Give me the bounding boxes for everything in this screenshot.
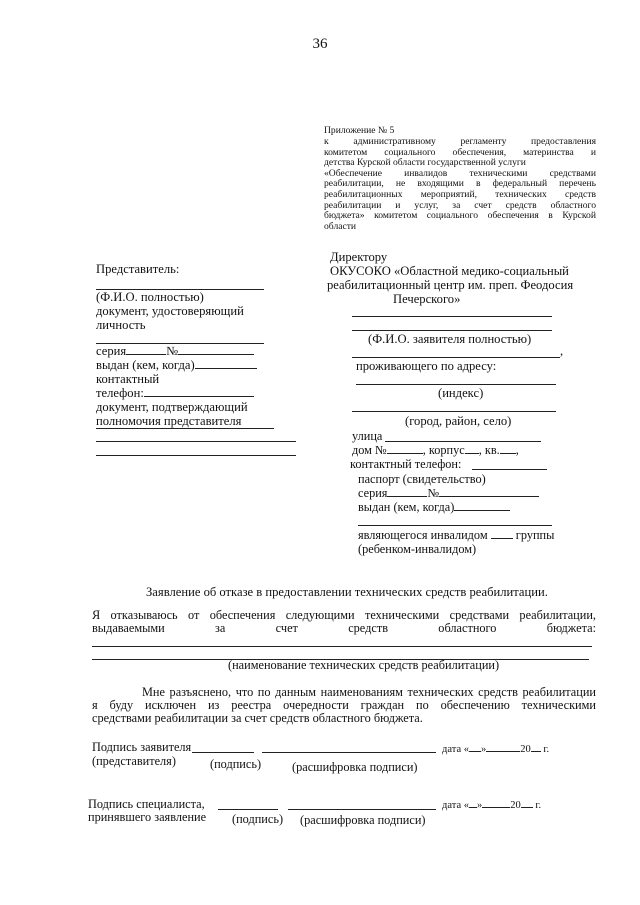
representative-label: Представитель:: [96, 262, 180, 276]
number-field[interactable]: [178, 354, 254, 355]
addressee-org-line: Печерского»: [393, 292, 461, 306]
statement-line: средствами реабилитации за счет средств областного бюджета.: [92, 711, 423, 725]
apt-label: , кв.: [478, 443, 500, 457]
disabled-row: [358, 528, 554, 542]
applicant-issued-row: [358, 500, 510, 514]
annex-line: области: [324, 220, 357, 232]
issued-label: выдан (кем, когда): [96, 358, 195, 372]
rep-fio-caption: (Ф.И.О. полностью): [96, 290, 204, 304]
applicant-phone-line[interactable]: [472, 469, 547, 470]
index-line[interactable]: [356, 384, 556, 385]
comma: ,: [560, 344, 564, 358]
street-line[interactable]: [385, 441, 541, 442]
applicant-phone-label: контактный телефон:: [350, 457, 462, 471]
applicant-decode-line[interactable]: [262, 752, 436, 753]
disabled-label: являющегося инвалидом: [358, 528, 488, 542]
statement-title: Заявление об отказе в предоставлении технических средств реабилитации.: [146, 585, 548, 599]
passport-label: паспорт (свидетельство): [358, 472, 486, 486]
page-number: 36: [312, 36, 328, 52]
applicant-date: [442, 744, 549, 755]
date-label: дата «: [442, 800, 469, 811]
phone-label: телефон:: [96, 386, 144, 400]
applicant-sign-line[interactable]: [192, 752, 254, 753]
addressee-org-line: ОКУСОКО «Областной медико-социальный: [330, 264, 569, 278]
decode-caption: (расшифровка подписи): [300, 813, 426, 827]
year-suffix: г.: [535, 800, 542, 811]
sign-caption: (подпись): [232, 812, 284, 826]
specialist-sign-label: Подпись специалиста,: [88, 797, 205, 811]
year-field[interactable]: [531, 751, 541, 752]
statement-line: Я отказываюсь от обеспечения следующими техническими средствами реабилитации,: [92, 608, 596, 622]
year-prefix: 20: [520, 744, 531, 755]
series-label: серия: [96, 344, 127, 358]
addressee-org-line: реабилитационный центр им. преп. Феодосия: [327, 278, 574, 292]
annex-line: к административному регламенту предоставления: [324, 136, 596, 147]
house-field[interactable]: [387, 453, 423, 454]
year-suffix: г.: [543, 744, 550, 755]
city-line[interactable]: [352, 411, 556, 412]
apt-field[interactable]: [500, 453, 516, 454]
year-field[interactable]: [521, 807, 533, 808]
rep-issued-row: [96, 358, 257, 373]
number-label: №: [427, 486, 440, 500]
day-field[interactable]: [469, 751, 481, 752]
statement-line: я буду исключен из реестра очередности граждан по обеспечению техническими: [92, 698, 596, 712]
word: средств: [348, 621, 388, 635]
child-label: (ребенком-инвалидом): [358, 542, 477, 556]
sign-caption: (подпись): [210, 757, 262, 771]
word: выдаваемыми: [92, 621, 165, 635]
annex-text: [324, 137, 596, 232]
decode-caption: (расшифровка подписи): [292, 760, 418, 774]
rep-doc-label: документ, удостоверяющий: [96, 304, 244, 318]
year-prefix: 20: [510, 800, 521, 811]
building-label: , корпус: [422, 443, 465, 457]
statement-line: [92, 621, 596, 635]
series-field[interactable]: [126, 354, 166, 355]
issued-label: выдан (кем, когда): [358, 500, 455, 514]
number-label: №: [166, 344, 179, 358]
date-label: дата «: [442, 744, 469, 755]
specialist-sign-line[interactable]: [218, 809, 278, 810]
group-field[interactable]: [491, 538, 513, 539]
index-caption: (индекс): [438, 386, 484, 400]
annex-title: Приложение № 5: [324, 125, 395, 136]
applicant-sign-label: Подпись заявителя: [92, 740, 192, 754]
number-field[interactable]: [439, 496, 539, 497]
rep-contact-label: контактный: [96, 372, 160, 386]
day-field[interactable]: [469, 807, 477, 808]
house-label: дом №: [352, 443, 387, 457]
statement-line: Мне разъяснено, что по данным наименованиям технических средств реабилитации: [142, 685, 596, 699]
rep-authority-label: документ, подтверждающий: [96, 400, 248, 414]
applicant-fio-line[interactable]: [352, 357, 560, 358]
month-field[interactable]: [486, 751, 520, 752]
house-row: [352, 443, 519, 457]
series-field[interactable]: [387, 496, 427, 497]
word: бюджета:: [546, 621, 596, 635]
group-label: группы: [515, 528, 555, 542]
series-label: серия: [358, 486, 388, 500]
comma: ,: [515, 443, 519, 457]
date-quote: »: [476, 800, 483, 811]
annex-line: «Обеспечение инвалидов техническими средствами: [324, 167, 596, 179]
applicant-name-line[interactable]: [352, 316, 552, 317]
rep-authority-line[interactable]: [96, 441, 296, 442]
rep-series-row: [96, 344, 254, 359]
applicant-fio-caption: (Ф.И.О. заявителя полностью): [368, 332, 532, 346]
rep-authority-line[interactable]: [96, 428, 274, 429]
rep-authority-label: полномочия представителя: [96, 414, 242, 428]
street-label: улица: [352, 429, 383, 443]
annex-line: детства Курской области государственной услуги: [324, 157, 526, 169]
passport-series-row: [358, 486, 539, 500]
tsr-caption: (наименование технических средств реабилитации): [228, 658, 500, 672]
annex-line: реабилитационных мероприятий, технических средств: [324, 188, 596, 200]
issued-field[interactable]: [195, 368, 257, 369]
annex-line: реабилитации и услуг, за счет средств областного: [324, 199, 596, 211]
annex-line: комитетом социального обеспечения, материнства и: [324, 146, 596, 158]
date-quote: »: [480, 744, 487, 755]
word: за: [215, 621, 226, 635]
rep-doc-label: личность: [96, 318, 146, 332]
phone-field[interactable]: [144, 396, 254, 397]
word: областного: [438, 621, 497, 635]
rep-authority-line[interactable]: [96, 455, 296, 456]
specialist-accept-label: принявшего заявление: [88, 810, 207, 824]
city-caption: (город, район, село): [405, 414, 512, 428]
annex-line: реабилитации, не входящими в федеральный перечень: [324, 178, 596, 190]
applicant-rep-label: (представителя): [92, 754, 176, 768]
rep-phone-row: [96, 386, 254, 401]
tsr-line[interactable]: [92, 646, 592, 647]
issued-line-2[interactable]: [358, 525, 552, 526]
building-field[interactable]: [465, 453, 479, 454]
specialist-decode-line[interactable]: [288, 809, 436, 810]
month-field[interactable]: [482, 807, 510, 808]
word: счет: [275, 621, 298, 635]
issued-field[interactable]: [454, 510, 510, 511]
addressee-director: Директору: [330, 250, 388, 264]
annex-line: бюджета» комитетом социального обеспечения в Курской: [324, 210, 596, 222]
specialist-date: [442, 800, 541, 811]
applicant-name-line[interactable]: [352, 330, 552, 331]
residing-label: проживающего по адресу:: [356, 359, 497, 373]
